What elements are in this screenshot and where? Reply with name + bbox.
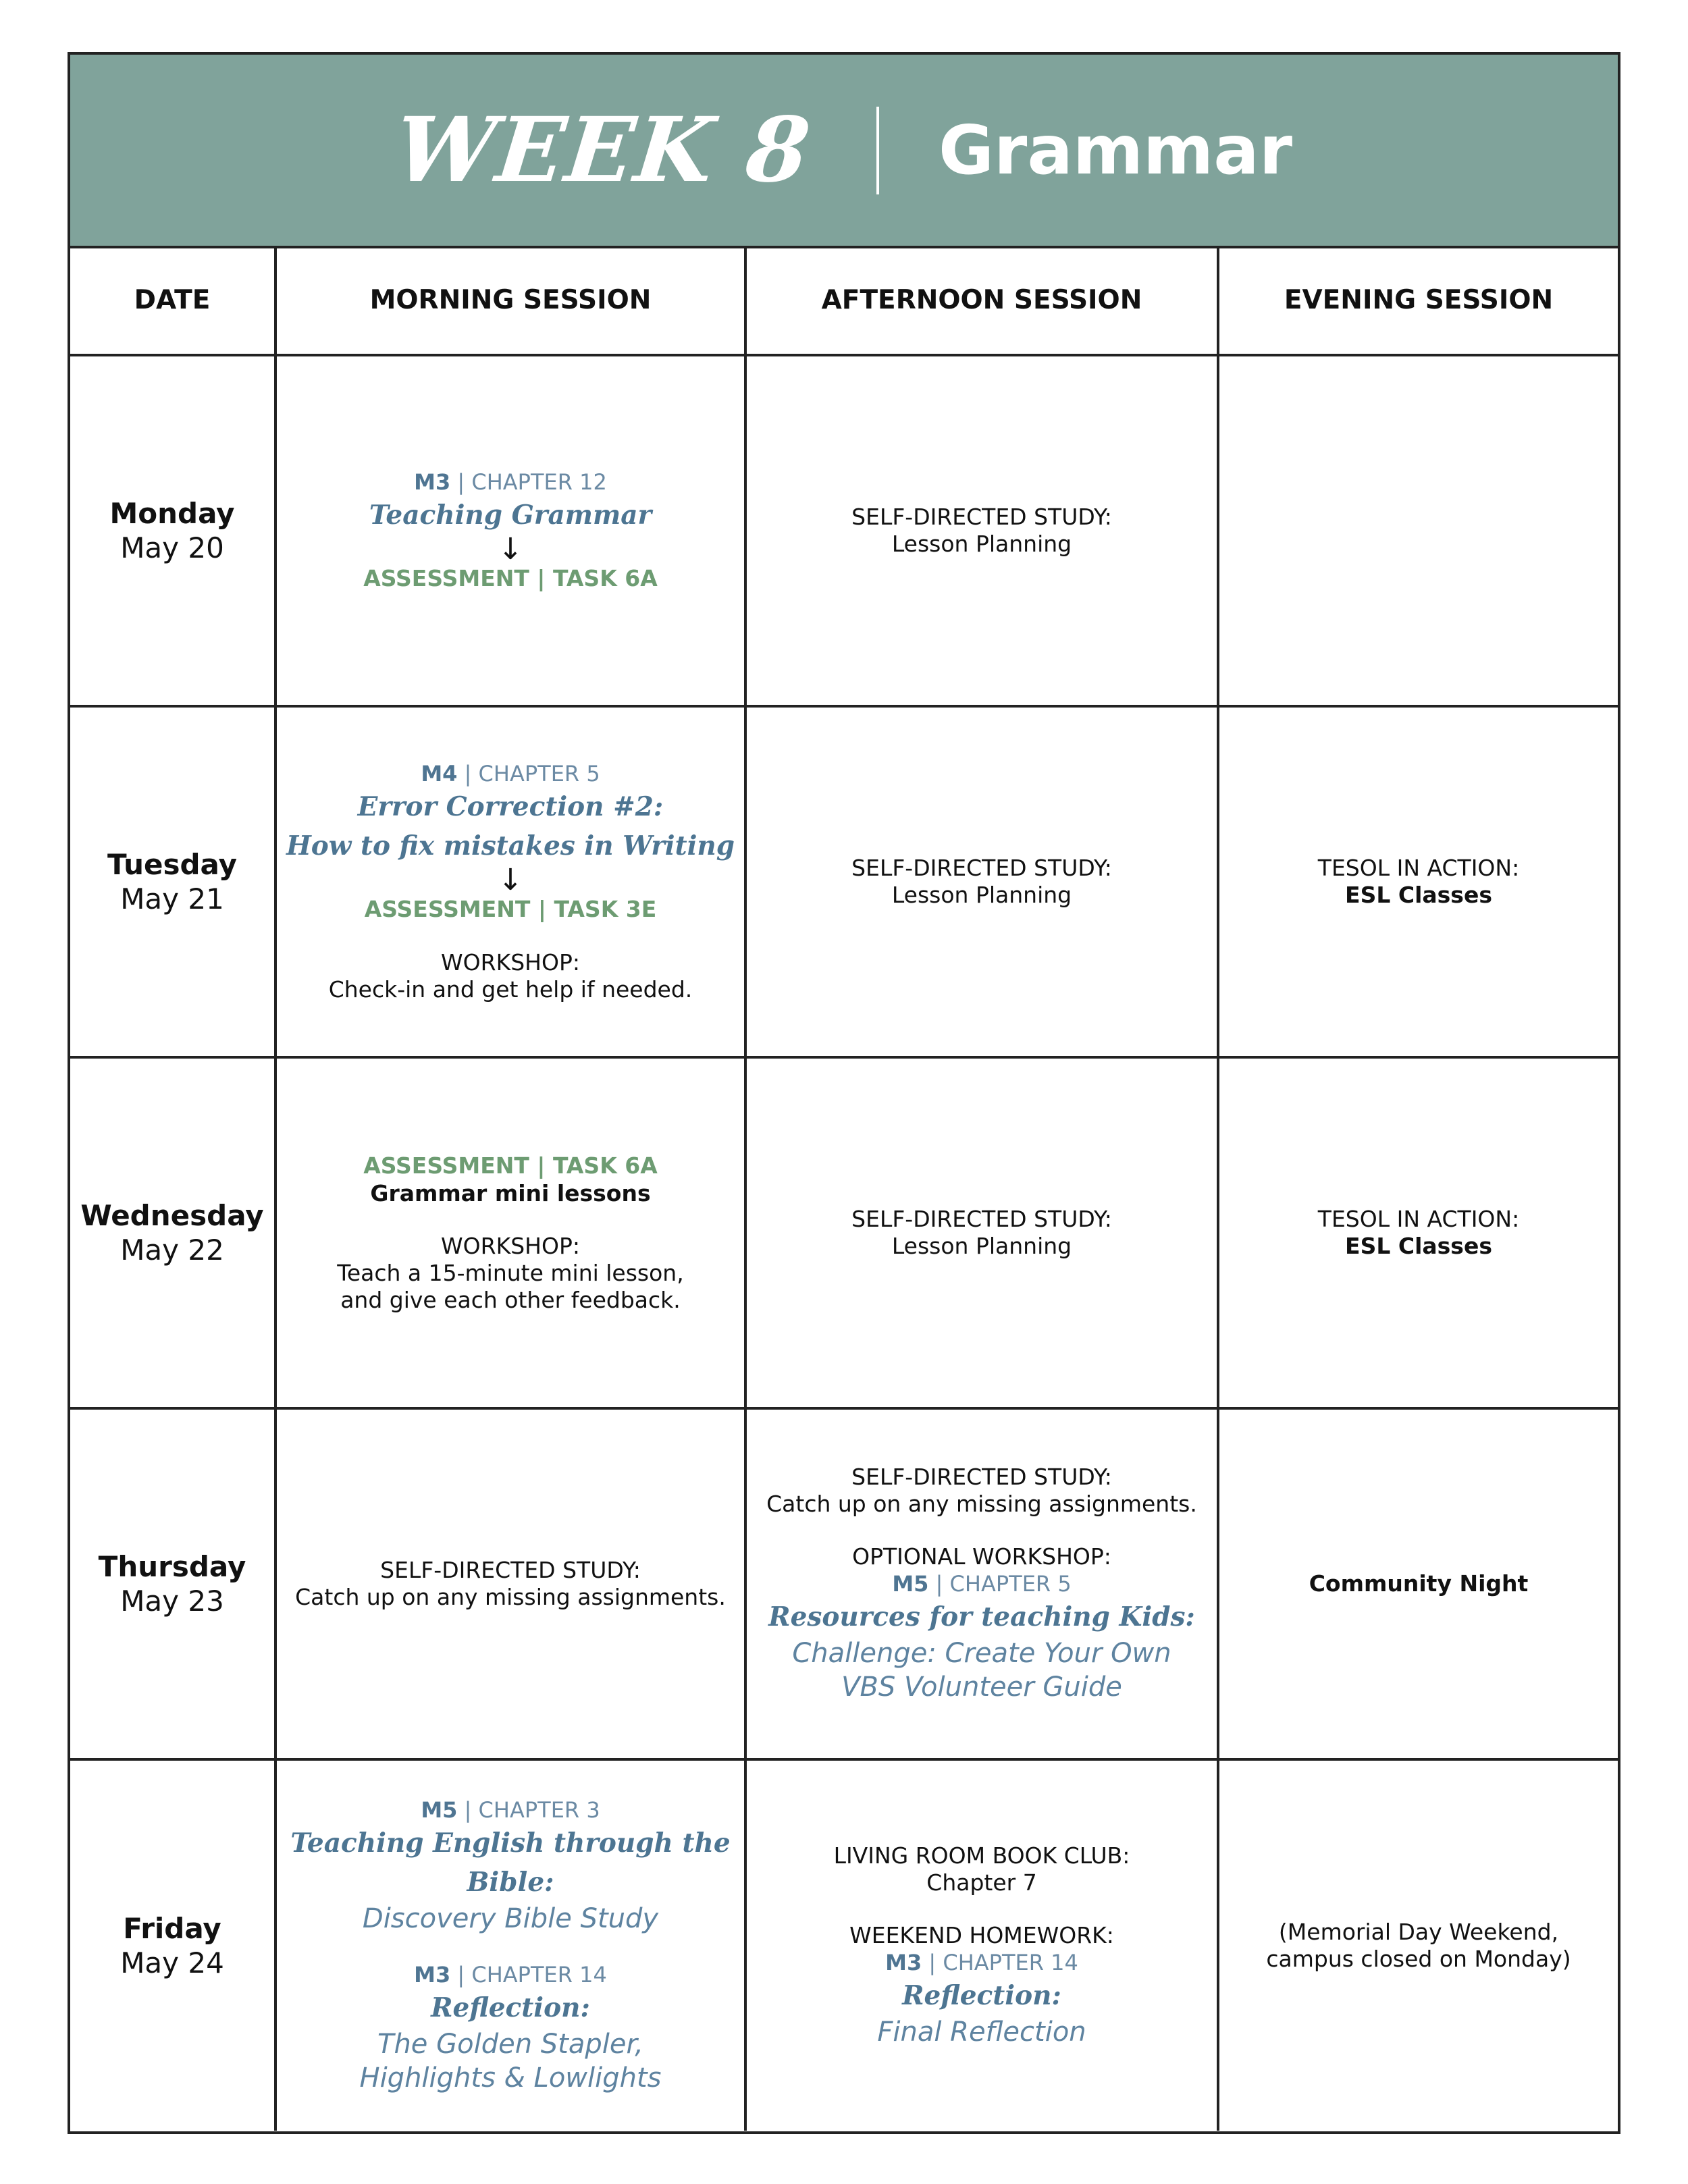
session-label: TESOL IN ACTION: bbox=[1317, 855, 1520, 881]
session-label: SELF-DIRECTED STUDY: bbox=[851, 1464, 1112, 1490]
module-chapter bbox=[754, 1949, 1210, 1976]
morning-cell bbox=[275, 1759, 745, 2131]
date-cell bbox=[70, 1759, 275, 2131]
chapter-label: | CHAPTER 5 bbox=[464, 761, 600, 787]
module-chapter bbox=[284, 1961, 737, 1988]
assessment-label: ASSESSMENT | TASK 6A bbox=[363, 565, 658, 591]
workshop-text: and give each other feedback. bbox=[340, 1287, 681, 1313]
down-arrow-icon: ↓ bbox=[498, 863, 523, 897]
schedule-sheet bbox=[68, 52, 1620, 2134]
afternoon-cell bbox=[745, 355, 1218, 706]
day-date: May 20 bbox=[120, 531, 224, 564]
day-name: Monday bbox=[109, 497, 235, 530]
lesson-subtitle: Challenge: Create Your Own bbox=[792, 1638, 1171, 1669]
assessment-label: ASSESSMENT | TASK 3E bbox=[364, 896, 657, 922]
down-arrow-icon: ↓ bbox=[498, 532, 523, 566]
evening-cell bbox=[1218, 1408, 1618, 1759]
lesson-subtitle: The Golden Stapler, bbox=[377, 2029, 643, 2060]
morning-cell bbox=[275, 1408, 745, 1759]
week-title: WEEK 8 bbox=[390, 98, 816, 203]
column-header-afternoon: AFTERNOON SESSION bbox=[745, 246, 1218, 355]
module-chapter bbox=[284, 469, 737, 496]
session-text: Community Night bbox=[1309, 1570, 1529, 1597]
chapter-label: | CHAPTER 14 bbox=[457, 1962, 607, 1988]
table-row bbox=[70, 355, 1618, 706]
session-note: (Memorial Day Weekend, bbox=[1278, 1919, 1559, 1945]
lesson-title: Resources for teaching Kids: bbox=[768, 1601, 1195, 1632]
module-code: M3 bbox=[414, 1962, 451, 1988]
module-code: M5 bbox=[892, 1571, 929, 1597]
column-header-date: DATE bbox=[70, 246, 275, 355]
lesson-title: Error Correction #2: bbox=[357, 791, 664, 822]
session-label: SELF-DIRECTED STUDY: bbox=[380, 1557, 641, 1583]
lesson-subtitle: Discovery Bible Study bbox=[362, 1903, 659, 1934]
session-note: campus closed on Monday) bbox=[1266, 1946, 1571, 1972]
lesson-title: Teaching English through the Bible: bbox=[290, 1828, 731, 1898]
evening-cell bbox=[1218, 1057, 1618, 1408]
chapter-label: | CHAPTER 12 bbox=[457, 469, 607, 495]
morning-cell bbox=[275, 355, 745, 706]
column-header-evening: EVENING SESSION bbox=[1218, 246, 1618, 355]
lesson-title: Teaching Grammar bbox=[369, 500, 652, 531]
workshop-label: WORKSHOP: bbox=[441, 1233, 580, 1259]
module-code: M4 bbox=[421, 761, 458, 787]
session-text: ESL Classes bbox=[1345, 1233, 1492, 1259]
session-text: ESL Classes bbox=[1345, 882, 1492, 908]
module-code: M3 bbox=[414, 469, 451, 495]
subject-title: Grammar bbox=[938, 111, 1293, 190]
assessment-subtitle: Grammar mini lessons bbox=[370, 1180, 651, 1206]
table-row bbox=[70, 706, 1618, 1057]
lesson-subtitle: VBS Volunteer Guide bbox=[841, 1672, 1122, 1703]
lesson-title: Reflection: bbox=[902, 1980, 1061, 2011]
date-cell bbox=[70, 355, 275, 706]
header-row bbox=[70, 246, 1618, 355]
day-date: May 24 bbox=[120, 1946, 224, 1979]
day-date: May 23 bbox=[120, 1584, 224, 1618]
afternoon-cell bbox=[745, 706, 1218, 1057]
evening-cell bbox=[1218, 706, 1618, 1057]
lesson-subtitle: Highlights & Lowlights bbox=[359, 2062, 662, 2094]
chapter-label: | CHAPTER 3 bbox=[464, 1797, 600, 1823]
day-date: May 22 bbox=[120, 1233, 224, 1267]
module-code: M5 bbox=[421, 1797, 458, 1823]
date-cell bbox=[70, 1057, 275, 1408]
session-label: LIVING ROOM BOOK CLUB: bbox=[833, 1842, 1130, 1869]
chapter-label: | CHAPTER 14 bbox=[928, 1950, 1078, 1975]
module-chapter bbox=[284, 760, 737, 787]
module-chapter bbox=[284, 1796, 737, 1823]
day-name: Thursday bbox=[98, 1550, 246, 1583]
schedule-table bbox=[70, 246, 1618, 2131]
session-text: Chapter 7 bbox=[926, 1869, 1037, 1896]
chapter-label: | CHAPTER 5 bbox=[935, 1571, 1072, 1597]
table-row bbox=[70, 1408, 1618, 1759]
afternoon-cell bbox=[745, 1759, 1218, 2131]
workshop-text: Teach a 15-minute mini lesson, bbox=[337, 1260, 684, 1286]
afternoon-cell bbox=[745, 1057, 1218, 1408]
afternoon-cell bbox=[745, 1408, 1218, 1759]
day-name: Wednesday bbox=[80, 1199, 264, 1232]
header-divider bbox=[876, 107, 879, 194]
workshop-label: WORKSHOP: bbox=[441, 949, 580, 976]
column-header-morning: MORNING SESSION bbox=[275, 246, 745, 355]
day-date: May 21 bbox=[120, 882, 224, 915]
module-code: M3 bbox=[885, 1950, 922, 1975]
date-cell bbox=[70, 1408, 275, 1759]
module-chapter bbox=[754, 1570, 1210, 1597]
session-label: TESOL IN ACTION: bbox=[1317, 1206, 1520, 1232]
morning-cell bbox=[275, 706, 745, 1057]
lesson-subtitle: How to fix mistakes in Writing bbox=[286, 830, 735, 861]
assessment-label: ASSESSMENT | TASK 6A bbox=[363, 1152, 658, 1179]
evening-cell bbox=[1218, 1759, 1618, 2131]
workshop-text: Check-in and get help if needed. bbox=[328, 976, 693, 1003]
table-row bbox=[70, 1759, 1618, 2131]
morning-cell bbox=[275, 1057, 745, 1408]
session-label: SELF-DIRECTED STUDY: bbox=[851, 504, 1112, 530]
lesson-title: Reflection: bbox=[431, 1992, 590, 2023]
header-banner bbox=[70, 55, 1618, 248]
day-name: Tuesday bbox=[107, 848, 237, 881]
lesson-subtitle: Final Reflection bbox=[877, 2017, 1086, 2048]
homework-label: WEEKEND HOMEWORK: bbox=[849, 1922, 1114, 1948]
session-text: Lesson Planning bbox=[891, 531, 1072, 557]
workshop-label: OPTIONAL WORKSHOP: bbox=[852, 1543, 1111, 1570]
day-name: Friday bbox=[123, 1912, 221, 1945]
session-label: SELF-DIRECTED STUDY: bbox=[851, 1206, 1112, 1232]
session-text: Lesson Planning bbox=[891, 882, 1072, 908]
session-label: SELF-DIRECTED STUDY: bbox=[851, 855, 1112, 881]
table-row bbox=[70, 1057, 1618, 1408]
session-text: Catch up on any missing assignments. bbox=[766, 1491, 1197, 1517]
date-cell bbox=[70, 706, 275, 1057]
session-text: Catch up on any missing assignments. bbox=[295, 1584, 726, 1610]
session-text: Lesson Planning bbox=[891, 1233, 1072, 1259]
evening-cell bbox=[1218, 355, 1618, 706]
